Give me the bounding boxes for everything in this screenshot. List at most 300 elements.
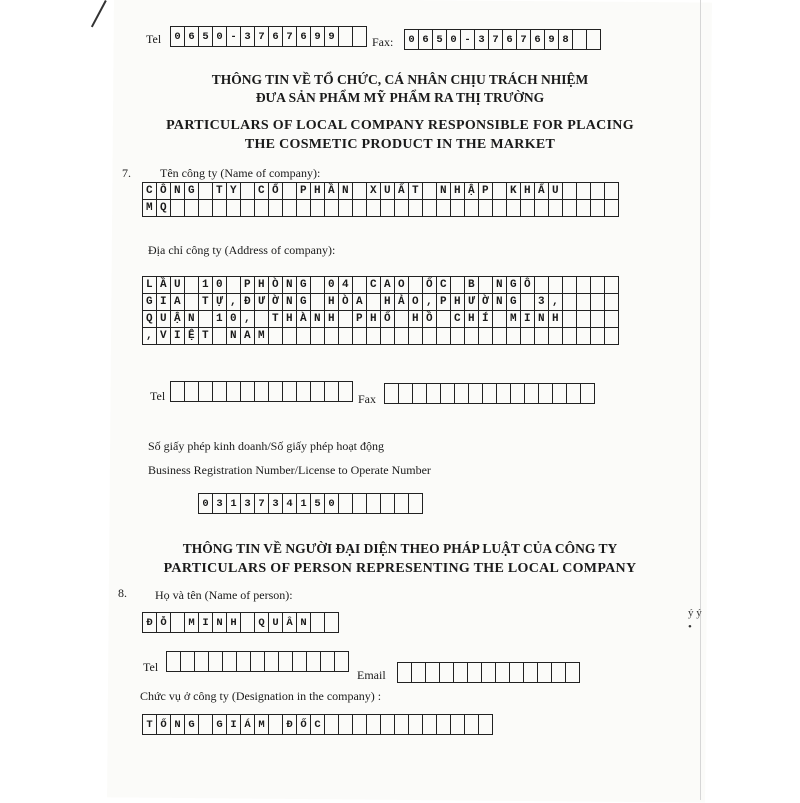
grid-cell: , [143, 328, 157, 345]
box-cell [171, 381, 185, 402]
grid-cell: N [437, 183, 451, 200]
grid-cell: G [297, 277, 311, 294]
grid-cell: O [409, 294, 423, 311]
grid-cell [451, 328, 465, 345]
header-tel-label: Tel [146, 32, 162, 46]
box-cell: Q [255, 612, 269, 633]
box-cell [395, 714, 409, 735]
grid-cell [395, 200, 409, 217]
grid-cell [563, 183, 577, 200]
box-cell: 6 [531, 29, 545, 50]
box-cell [195, 651, 209, 672]
grid-cell: Ô [521, 277, 535, 294]
grid-cell [423, 183, 437, 200]
grid-cell: P [479, 183, 493, 200]
grid-cell: L [143, 277, 157, 294]
section-title-en-1: PARTICULARS OF LOCAL COMPANY RESPONSIBLE FOR PLACING [166, 118, 634, 133]
grid-cell [493, 200, 507, 217]
company-tel-boxes [170, 381, 353, 402]
box-cell: 9 [325, 26, 339, 47]
grid-cell: , [549, 294, 563, 311]
grid-cell [577, 277, 591, 294]
box-cell: 7 [517, 29, 531, 50]
box-cell: 1 [297, 493, 311, 514]
box-cell [311, 612, 325, 633]
grid-cell: Ờ [269, 294, 283, 311]
grid-cell: Ố [423, 277, 437, 294]
grid-cell [269, 328, 283, 345]
grid-cell: U [381, 183, 395, 200]
grid-cell [255, 311, 269, 328]
box-cell [251, 651, 265, 672]
grid-cell: Ầ [157, 277, 171, 294]
grid-cell: Y [227, 183, 241, 200]
grid-cell: Q [157, 200, 171, 217]
grid-cell [479, 277, 493, 294]
grid-cell: T [199, 294, 213, 311]
box-cell [199, 381, 213, 402]
grid-cell: Ò [269, 277, 283, 294]
box-cell: Ỗ [157, 612, 171, 633]
header-fax-label: Fax: [372, 35, 394, 49]
grid-cell: A [353, 294, 367, 311]
box-cell: 6 [419, 29, 433, 50]
grid-cell [311, 294, 325, 311]
box-cell [321, 651, 335, 672]
box-cell: 8 [559, 29, 573, 50]
grid-cell [535, 277, 549, 294]
grid-cell: 0 [227, 311, 241, 328]
pen-mark [91, 0, 107, 27]
grid-cell [367, 200, 381, 217]
grid-cell: M [507, 311, 521, 328]
grid-cell: Ầ [325, 183, 339, 200]
grid-cell [549, 200, 563, 217]
grid-cell [395, 328, 409, 345]
person-tel-boxes [166, 651, 349, 672]
grid-cell: 3 [535, 294, 549, 311]
grid-cell: H [451, 294, 465, 311]
grid-cell [591, 328, 605, 345]
grid-cell [311, 200, 325, 217]
grid-cell: U [157, 311, 171, 328]
margin-marks: ý ý • [688, 607, 702, 633]
grid-cell: C [367, 277, 381, 294]
grid-cell [521, 294, 535, 311]
grid-cell: P [437, 294, 451, 311]
box-cell [293, 651, 307, 672]
box-cell [307, 651, 321, 672]
box-cell [441, 383, 455, 404]
grid-cell [213, 328, 227, 345]
box-cell [437, 714, 451, 735]
address-label: Địa chỉ công ty (Address of company): [148, 243, 336, 257]
grid-cell: N [493, 294, 507, 311]
grid-cell [353, 328, 367, 345]
grid-cell: C [451, 311, 465, 328]
grid-cell: H [325, 311, 339, 328]
grid-cell: H [311, 183, 325, 200]
grid-cell: V [157, 328, 171, 345]
grid-cell [227, 200, 241, 217]
box-cell [269, 714, 283, 735]
grid-cell: U [171, 277, 185, 294]
grid-cell [185, 277, 199, 294]
box-cell: H [227, 612, 241, 633]
box-cell: 0 [325, 493, 339, 514]
box-cell: 3 [213, 493, 227, 514]
box-cell: M [255, 714, 269, 735]
box-cell: 6 [297, 26, 311, 47]
grid-cell: N [311, 311, 325, 328]
grid-cell [605, 294, 619, 311]
grid-cell [311, 277, 325, 294]
grid-cell: B [465, 277, 479, 294]
designation-boxes [142, 714, 493, 735]
grid-cell [535, 200, 549, 217]
grid-cell: H [283, 311, 297, 328]
box-cell [339, 714, 353, 735]
grid-cell [381, 328, 395, 345]
grid-cell: H [367, 311, 381, 328]
box-cell: U [269, 612, 283, 633]
box-cell [465, 714, 479, 735]
grid-cell [605, 311, 619, 328]
grid-cell [493, 328, 507, 345]
box-cell: 7 [283, 26, 297, 47]
grid-cell: , [227, 294, 241, 311]
box-cell: Đ [143, 612, 157, 633]
box-cell [539, 383, 553, 404]
section-title-en-2: THE COSMETIC PRODUCT IN THE MARKET [244, 137, 556, 152]
grid-cell: 4 [339, 277, 353, 294]
box-cell: 4 [283, 493, 297, 514]
box-cell [283, 381, 297, 402]
box-cell: N [171, 714, 185, 735]
box-cell [581, 383, 595, 404]
grid-cell [325, 328, 339, 345]
grid-cell: T [409, 183, 423, 200]
grid-cell [353, 183, 367, 200]
box-cell: 9 [545, 29, 559, 50]
box-cell: 6 [185, 26, 199, 47]
grid-cell [521, 200, 535, 217]
grid-cell [577, 183, 591, 200]
grid-cell [171, 200, 185, 217]
license-label-vi: Số giấy phép kinh doanh/Số giấy phép hoạt động [148, 439, 384, 453]
header-tel-boxes [170, 26, 367, 47]
grid-cell: Ấ [395, 183, 409, 200]
grid-cell [339, 311, 353, 328]
grid-cell: X [367, 183, 381, 200]
box-cell [223, 651, 237, 672]
box-cell: Á [241, 714, 255, 735]
grid-cell: M [255, 328, 269, 345]
grid-cell [493, 183, 507, 200]
box-cell: 3 [241, 493, 255, 514]
grid-cell [507, 328, 521, 345]
grid-cell [241, 183, 255, 200]
grid-cell [409, 277, 423, 294]
grid-cell: N [227, 328, 241, 345]
company-name-label: Tên công ty (Name of company): [160, 166, 321, 180]
person-name-boxes [142, 612, 339, 633]
box-cell [339, 493, 353, 514]
grid-cell [591, 200, 605, 217]
box-cell [496, 662, 510, 683]
grid-cell [353, 200, 367, 217]
grid-cell: Ư [465, 294, 479, 311]
grid-cell [255, 200, 269, 217]
grid-cell: Ư [255, 294, 269, 311]
grid-cell [283, 200, 297, 217]
grid-cell: A [171, 294, 185, 311]
grid-cell [297, 200, 311, 217]
box-cell: N [213, 612, 227, 633]
box-cell [311, 381, 325, 402]
grid-cell [591, 311, 605, 328]
box-cell: 0 [199, 493, 213, 514]
grid-cell: Í [479, 311, 493, 328]
box-cell [367, 493, 381, 514]
box-cell [181, 651, 195, 672]
grid-cell [199, 183, 213, 200]
box-cell: Đ [283, 714, 297, 735]
grid-cell [423, 328, 437, 345]
box-cell: 0 [447, 29, 461, 50]
grid-cell: , [241, 311, 255, 328]
grid-cell: Ò [339, 294, 353, 311]
grid-cell [409, 328, 423, 345]
box-cell: 5 [433, 29, 447, 50]
grid-cell [549, 328, 563, 345]
grid-cell: Ổ [269, 183, 283, 200]
grid-cell [269, 200, 283, 217]
grid-cell: A [241, 328, 255, 345]
grid-cell [577, 328, 591, 345]
box-cell [385, 383, 399, 404]
grid-cell [199, 311, 213, 328]
grid-cell: M [143, 200, 157, 217]
box-cell: T [143, 714, 157, 735]
box-cell [213, 381, 227, 402]
box-cell [237, 651, 251, 672]
box-cell [587, 29, 601, 50]
license-label-en: Business Registration Number/License to Operate Number [148, 463, 431, 477]
box-cell [367, 714, 381, 735]
box-cell [395, 493, 409, 514]
box-cell: Â [283, 612, 297, 633]
grid-cell: Ậ [465, 183, 479, 200]
box-cell [552, 662, 566, 683]
box-cell: 7 [255, 26, 269, 47]
grid-cell: 1 [213, 311, 227, 328]
grid-cell [591, 183, 605, 200]
grid-cell [493, 311, 507, 328]
box-cell [567, 383, 581, 404]
grid-cell [507, 200, 521, 217]
grid-cell [549, 277, 563, 294]
box-cell [381, 493, 395, 514]
grid-cell: H [409, 311, 423, 328]
person-name-label: Họ và tên (Name of person): [155, 588, 293, 602]
box-cell: 3 [241, 26, 255, 47]
grid-cell: I [171, 328, 185, 345]
grid-cell: N [283, 294, 297, 311]
grid-cell: P [297, 183, 311, 200]
grid-cell: Đ [241, 294, 255, 311]
box-cell: Ổ [157, 714, 171, 735]
grid-cell [185, 200, 199, 217]
grid-cell [605, 277, 619, 294]
grid-cell [423, 200, 437, 217]
person-email-label: Email [357, 668, 386, 682]
grid-cell [605, 183, 619, 200]
grid-cell [325, 200, 339, 217]
grid-cell: H [381, 294, 395, 311]
box-cell [423, 714, 437, 735]
grid-cell [563, 328, 577, 345]
box-cell [265, 651, 279, 672]
box-cell: Ố [297, 714, 311, 735]
grid-cell: G [185, 183, 199, 200]
box-cell: M [185, 612, 199, 633]
grid-cell: N [493, 277, 507, 294]
box-cell [209, 651, 223, 672]
company-fax-boxes [384, 383, 595, 404]
box-cell [269, 381, 283, 402]
box-cell [426, 662, 440, 683]
box-cell [553, 383, 567, 404]
box-cell [353, 493, 367, 514]
grid-cell [213, 200, 227, 217]
grid-cell: G [507, 294, 521, 311]
item-number-7: 7. [122, 166, 131, 180]
grid-cell [563, 294, 577, 311]
box-cell: 7 [489, 29, 503, 50]
grid-cell [563, 311, 577, 328]
box-cell [413, 383, 427, 404]
box-cell: 3 [269, 493, 283, 514]
box-cell [325, 381, 339, 402]
box-cell [227, 381, 241, 402]
person-tel-label: Tel [143, 660, 159, 674]
grid-cell: H [521, 183, 535, 200]
box-cell [199, 714, 213, 735]
grid-cell: A [381, 277, 395, 294]
grid-cell: K [507, 183, 521, 200]
grid-cell: H [549, 311, 563, 328]
grid-cell: 0 [213, 277, 227, 294]
grid-cell [283, 183, 297, 200]
box-cell [409, 714, 423, 735]
grid-cell: T [213, 183, 227, 200]
grid-cell [437, 311, 451, 328]
box-cell [325, 612, 339, 633]
grid-cell: H [451, 183, 465, 200]
box-cell [409, 493, 423, 514]
company-fax-label: Fax [358, 392, 376, 406]
box-cell: 0 [405, 29, 419, 50]
box-cell [297, 381, 311, 402]
box-cell [185, 381, 199, 402]
grid-cell: Ả [395, 294, 409, 311]
grid-cell: U [549, 183, 563, 200]
grid-cell [353, 277, 367, 294]
grid-cell [339, 328, 353, 345]
grid-cell [227, 277, 241, 294]
box-cell: 5 [311, 493, 325, 514]
grid-cell [367, 328, 381, 345]
grid-cell: N [339, 183, 353, 200]
box-cell: 6 [503, 29, 517, 50]
box-cell: - [461, 29, 475, 50]
box-cell: G [185, 714, 199, 735]
box-cell [573, 29, 587, 50]
grid-cell: N [283, 277, 297, 294]
box-cell [454, 662, 468, 683]
box-cell [510, 662, 524, 683]
header-fax-boxes [404, 29, 601, 50]
grid-cell: Q [143, 311, 157, 328]
rep-title-en: PARTICULARS OF PERSON REPRESENTING THE LOCAL COMPANY [163, 561, 637, 576]
rep-title-vi: THÔNG TIN VỀ NGƯỜI ĐẠI DIỆN THEO PHÁP LUẬT CỦA CÔNG TY [182, 541, 618, 556]
grid-cell [311, 328, 325, 345]
grid-cell: C [143, 183, 157, 200]
box-cell [339, 26, 353, 47]
company-tel-label: Tel [150, 389, 166, 403]
grid-cell [479, 200, 493, 217]
grid-cell [605, 200, 619, 217]
grid-cell: P [241, 277, 255, 294]
box-cell [241, 612, 255, 633]
grid-cell: Ự [213, 294, 227, 311]
company-name-grid [142, 182, 619, 217]
box-cell [525, 383, 539, 404]
box-cell: - [227, 26, 241, 47]
grid-cell: Ô [157, 183, 171, 200]
license-number-boxes [198, 493, 423, 514]
box-cell [566, 662, 580, 683]
grid-cell [241, 200, 255, 217]
address-grid [142, 276, 619, 345]
box-cell: 1 [227, 493, 241, 514]
box-cell: 0 [171, 26, 185, 47]
grid-cell: O [395, 277, 409, 294]
box-cell [399, 383, 413, 404]
box-cell: C [311, 714, 325, 735]
box-cell: I [199, 612, 213, 633]
grid-cell: G [143, 294, 157, 311]
grid-cell [283, 328, 297, 345]
grid-cell [563, 277, 577, 294]
box-cell [398, 662, 412, 683]
box-cell [381, 714, 395, 735]
box-cell [167, 651, 181, 672]
designation-label: Chức vụ ở công ty (Designation in the company) : [140, 689, 382, 703]
box-cell [451, 714, 465, 735]
grid-cell: Ồ [423, 311, 437, 328]
grid-cell [563, 200, 577, 217]
box-cell [497, 383, 511, 404]
grid-cell [367, 294, 381, 311]
grid-cell: , [423, 294, 437, 311]
grid-cell [521, 328, 535, 345]
grid-cell [577, 200, 591, 217]
box-cell [482, 662, 496, 683]
grid-cell [577, 311, 591, 328]
grid-cell [297, 328, 311, 345]
